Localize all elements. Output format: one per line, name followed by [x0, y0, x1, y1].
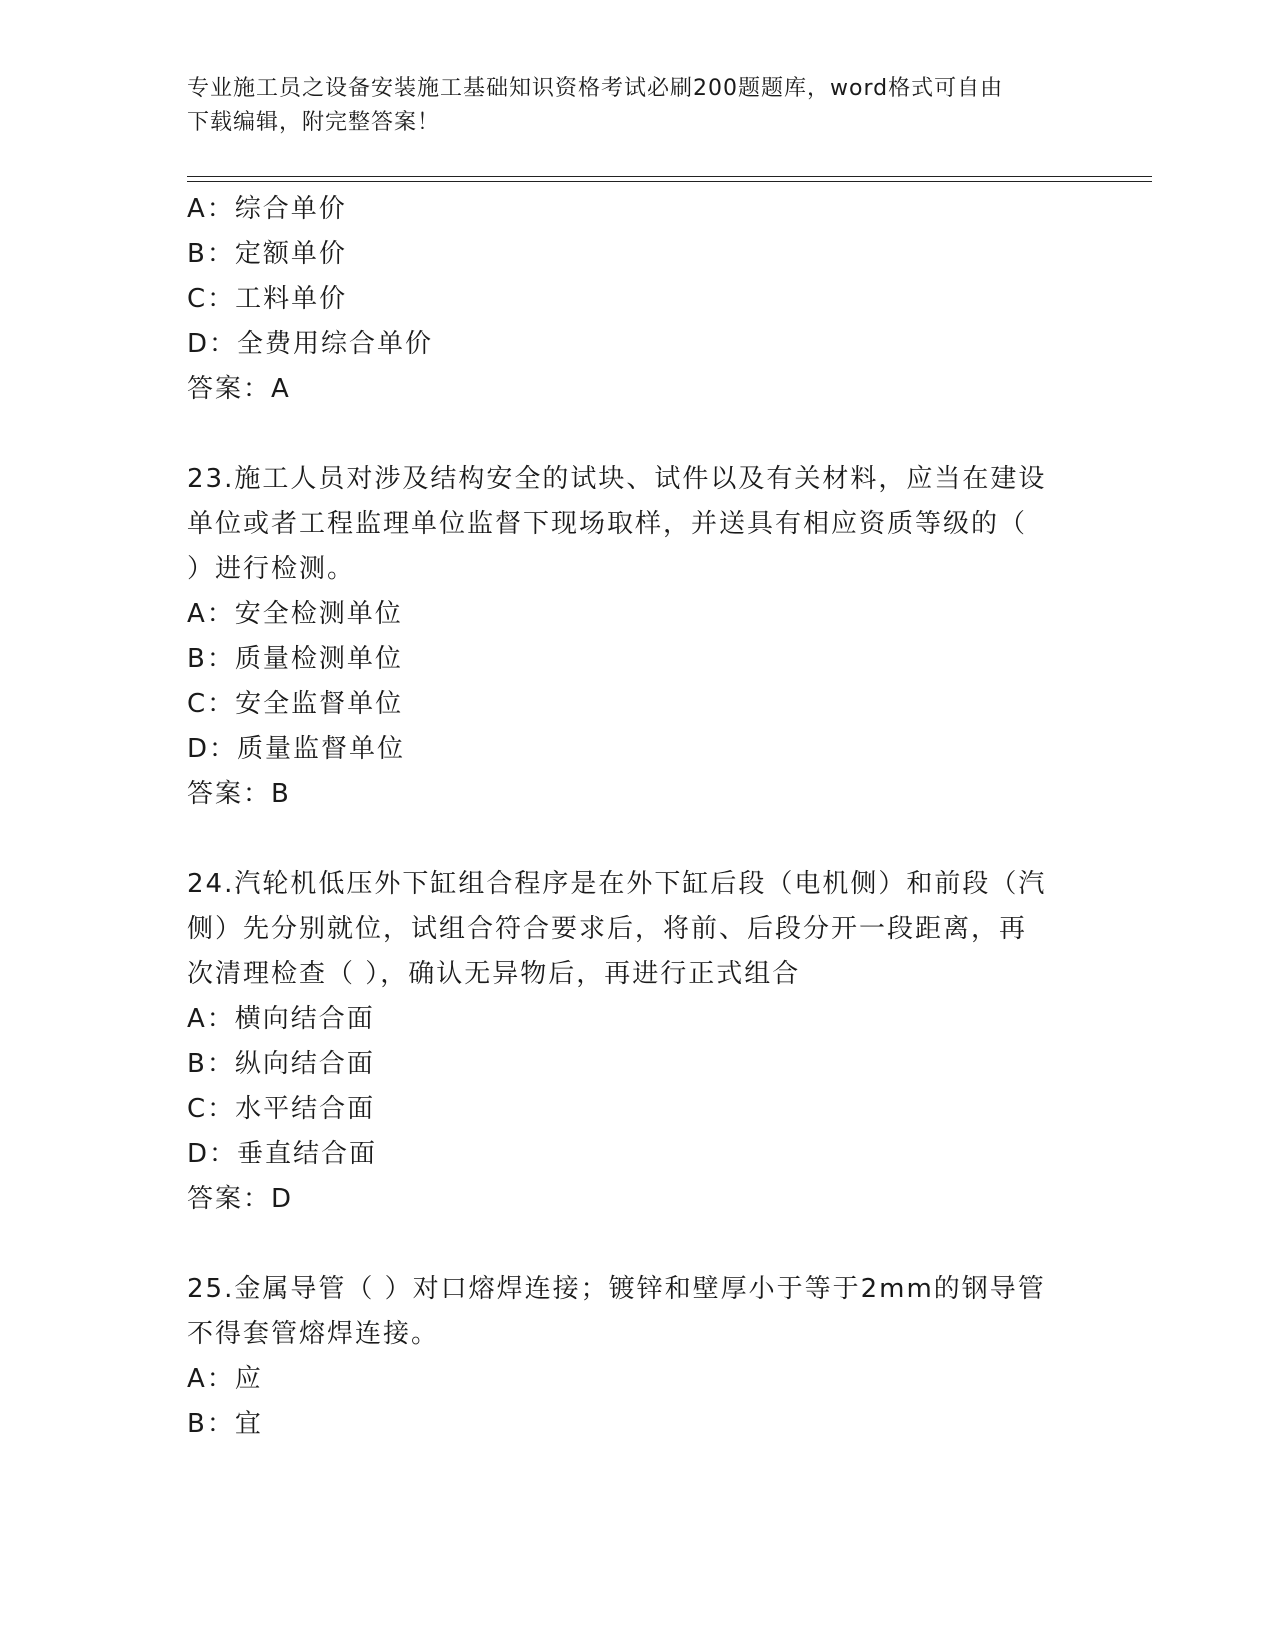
document-header [187, 72, 1067, 140]
q22-answer: 答案：A [187, 374, 291, 404]
q24-stem-line-2: 侧）先分别就位，试组合符合要求后，将前、后段分开一段距离，再 [187, 914, 1028, 944]
q22-option-d: D：全费用综合单价 [187, 329, 434, 359]
q24-option-b: B：纵向结合面 [187, 1049, 375, 1079]
q23-option-c: C：安全监督单位 [187, 689, 404, 719]
q24-option-d: D：垂直结合面 [187, 1139, 378, 1169]
header-line-1: 专业施工员之设备安装施工基础知识资格考试必刷200题题库，word格式可自由 [187, 76, 1004, 101]
header-divider-top [187, 176, 1152, 177]
q25-option-a: A：应 [187, 1364, 263, 1394]
q23-option-b: B：质量检测单位 [187, 644, 403, 674]
q24-stem-line-1: 24.汽轮机低压外下缸组合程序是在外下缸后段（电机侧）和前段（汽 [187, 869, 1047, 899]
q24-answer: 答案：D [187, 1184, 294, 1214]
q25-stem-line-2: 不得套管熔焊连接。 [187, 1319, 440, 1349]
header-divider-bottom [187, 181, 1152, 182]
q24-option-c: C：水平结合面 [187, 1094, 376, 1124]
q25-option-b: B：宜 [187, 1409, 263, 1439]
q23-stem-line-2: 单位或者工程监理单位监督下现场取样，并送具有相应资质等级的（ [187, 509, 1028, 539]
q23-option-d: D：质量监督单位 [187, 734, 406, 764]
q23-option-a: A：安全检测单位 [187, 599, 403, 629]
q23-answer: 答案：B [187, 779, 291, 809]
q22-option-b: B：定额单价 [187, 239, 347, 269]
q25-stem-line-1: 25.金属导管（ ）对口熔焊连接；镀锌和壁厚小于等于2mm的钢导管 [187, 1274, 1046, 1304]
q22-option-c: C：工料单价 [187, 284, 348, 314]
header-line-2: 下载编辑，附完整答案！ [187, 110, 441, 135]
q23-stem-line-3: ）进行检测。 [187, 554, 356, 584]
q22-option-a: A：综合单价 [187, 194, 347, 224]
q24-stem-line-3: 次清理检查（ ），确认无异物后，再进行正式组合 [187, 959, 801, 989]
q24-option-a: A：横向结合面 [187, 1004, 375, 1034]
q23-stem-line-1: 23.施工人员对涉及结构安全的试块、试件以及有关材料，应当在建设 [187, 464, 1047, 494]
